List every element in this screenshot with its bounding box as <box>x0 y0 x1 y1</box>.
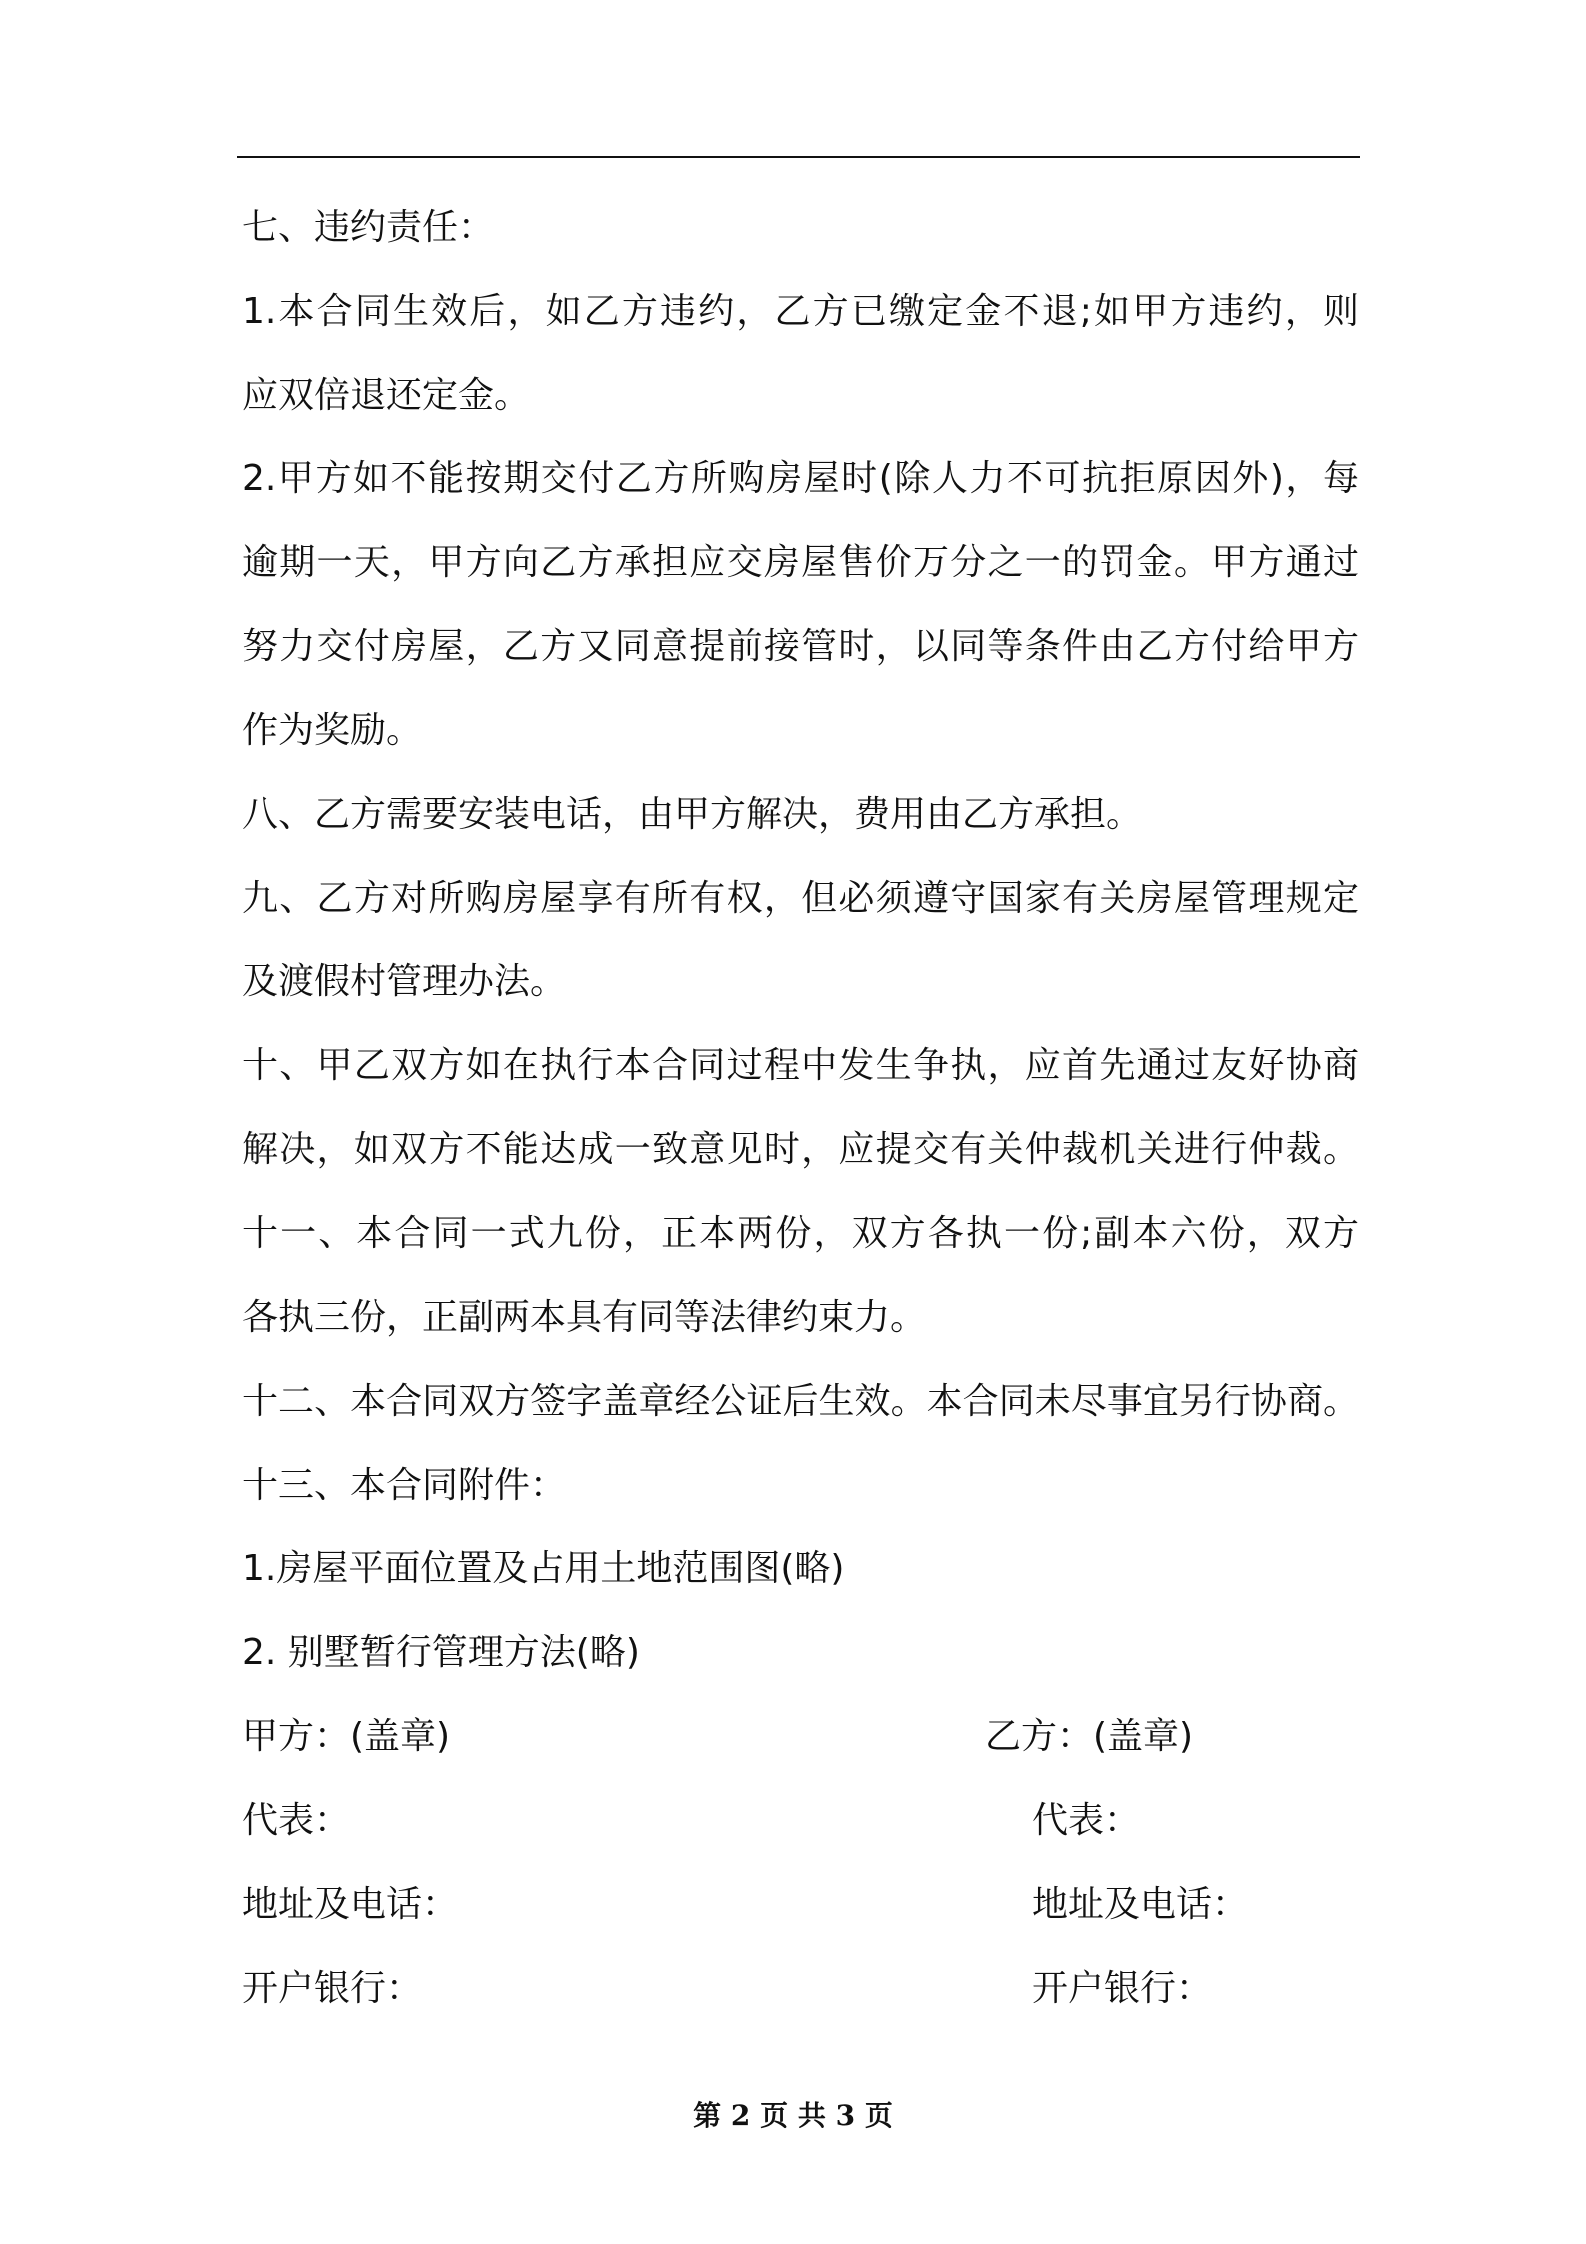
clause-7-2-line-3: 努力交付房屋，乙方又同意提前接管时，以同等条件由乙方付给甲方 <box>242 626 1359 667</box>
section-11-line-1: 十一、本合同一式九份，正本两份，双方各执一份;副本六份，双方 <box>242 1213 1359 1254</box>
party-b-seal: 乙方：(盖章) <box>985 1716 1194 1757</box>
section-13-heading: 十三、本合同附件： <box>242 1465 567 1506</box>
party-a-address-phone: 地址及电话： <box>242 1884 459 1925</box>
clause-7-2-line-4: 作为奖励。 <box>242 710 423 751</box>
party-b-address-phone: 地址及电话： <box>1032 1884 1249 1925</box>
section-11-line-2: 各执三份，正副两本具有同等法律约束力。 <box>242 1297 927 1338</box>
section-10-line-1: 十、甲乙双方如在执行本合同过程中发生争执，应首先通过友好协商 <box>242 1045 1359 1086</box>
party-a-seal: 甲方：(盖章) <box>242 1716 451 1757</box>
attachment-1: 1.房屋平面位置及占用土地范围图(略) <box>242 1548 845 1589</box>
party-b-bank: 开户银行： <box>1032 1968 1213 2009</box>
page-number: 第 2 页 共 3 页 <box>693 2099 893 2132</box>
clause-7-1-line-1: 1.本合同生效后，如乙方违约，乙方已缴定金不退;如甲方违约，则 <box>242 291 1359 332</box>
attachment-2: 2. 别墅暂行管理方法(略) <box>242 1632 640 1673</box>
party-a-representative: 代表： <box>242 1800 351 1841</box>
clause-7-1-line-2: 应双倍退还定金。 <box>242 375 531 416</box>
header-rule <box>237 156 1360 158</box>
party-a-bank: 开户银行： <box>242 1968 423 2009</box>
party-b-representative: 代表： <box>1032 1800 1141 1841</box>
clause-7-2-line-1: 2.甲方如不能按期交付乙方所购房屋时(除人力不可抗拒原因外)，每 <box>242 458 1359 499</box>
clause-7-2-line-2: 逾期一天，甲方向乙方承担应交房屋售价万分之一的罚金。甲方通过 <box>242 542 1359 583</box>
section-7-heading: 七、违约责任： <box>242 207 495 248</box>
section-8: 八、乙方需要安装电话，由甲方解决，费用由乙方承担。 <box>242 794 1143 835</box>
section-9-line-1: 九、乙方对所购房屋享有所有权，但必须遵守国家有关房屋管理规定 <box>242 878 1359 919</box>
section-10-line-2: 解决，如双方不能达成一致意见时，应提交有关仲裁机关进行仲裁。 <box>242 1129 1359 1170</box>
section-12: 十二、本合同双方签字盖章经公证后生效。本合同未尽事宜另行协商。 <box>242 1381 1359 1422</box>
section-9-line-2: 及渡假村管理办法。 <box>242 961 567 1002</box>
